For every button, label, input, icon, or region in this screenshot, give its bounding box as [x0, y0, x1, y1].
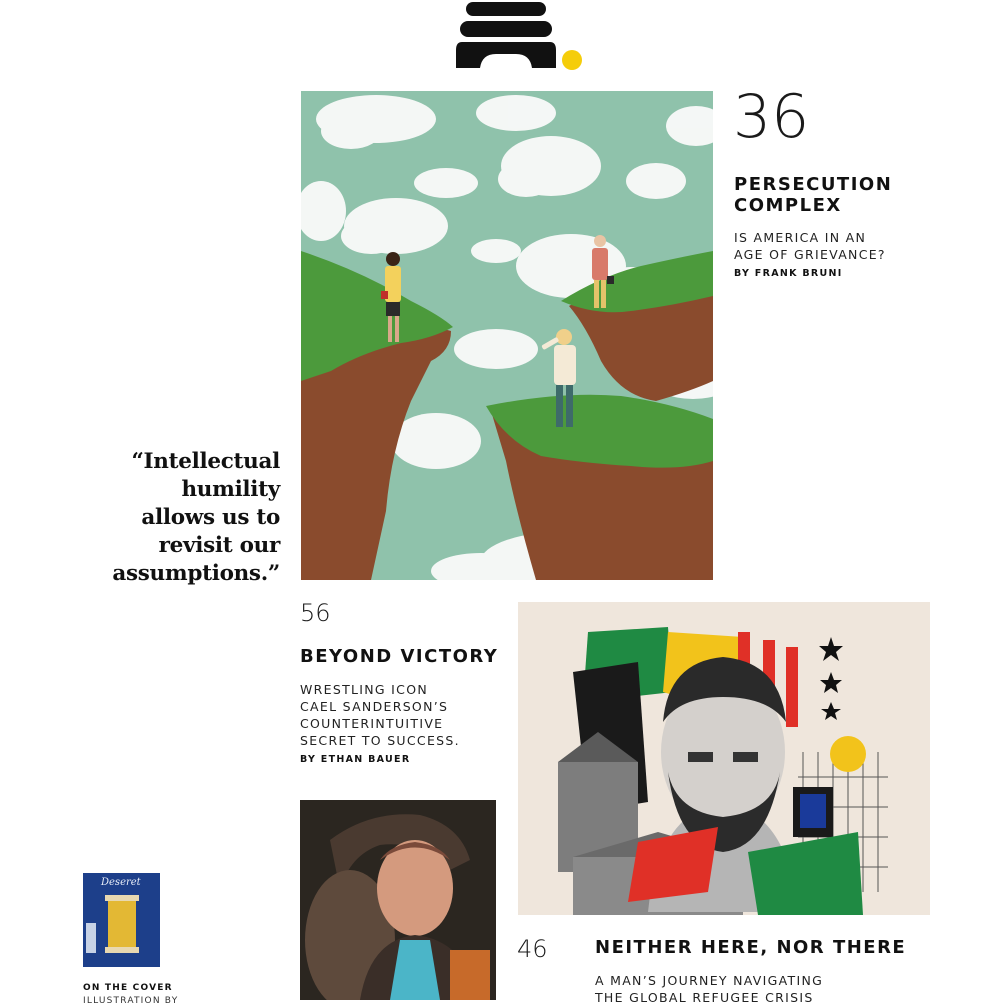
- quote-line: assumptions.”: [112, 561, 280, 586]
- cover-illustration-credit: ILLUSTRATION BY: [83, 996, 179, 1006]
- dek-line: SECRET TO SUCCESS.: [300, 733, 460, 748]
- article-dek-neither-here-nor-there: [595, 972, 823, 1006]
- byline-ethan-bauer: BY ETHAN BAUER: [300, 754, 411, 765]
- cover-magazine-name: Deseret: [101, 877, 141, 888]
- dek-line: A MAN’S JOURNEY NAVIGATING: [595, 973, 824, 988]
- page-number-36: 36: [733, 82, 810, 152]
- article-title-beyond-victory[interactable]: BEYOND VICTORY: [300, 646, 499, 667]
- page-number-46: 46: [517, 935, 548, 963]
- article-dek-beyond-victory: [300, 681, 460, 749]
- dek-line: COUNTERINTUITIVE: [300, 716, 444, 731]
- thread-spool-icon: [83, 873, 160, 967]
- dek-line: WRESTLING ICON: [300, 682, 428, 697]
- article-title-neither-here-nor-there[interactable]: NEITHER HERE, NOR THERE: [595, 937, 907, 958]
- wrestler-portrait-illustration[interactable]: [300, 800, 496, 1000]
- quote-line: allows us to: [141, 505, 280, 530]
- cover-thumbnail[interactable]: [83, 873, 160, 967]
- byline-frank-bruni: BY FRANK BRUNI: [734, 268, 843, 279]
- title-line: PERSECUTION: [734, 174, 893, 195]
- article-dek-persecution-complex: [734, 229, 886, 263]
- on-the-cover-label: ON THE COVER: [83, 983, 173, 993]
- refugee-collage-illustration[interactable]: [518, 602, 930, 915]
- quote-line: humility: [181, 477, 280, 502]
- cliffs-and-clouds-illustration[interactable]: [301, 91, 713, 580]
- title-line: COMPLEX: [734, 195, 842, 216]
- page-number-56: 56: [300, 599, 331, 627]
- beehive-logo-icon[interactable]: [454, 0, 584, 74]
- dek-line: IS AMERICA IN AN: [734, 230, 867, 245]
- article-title-persecution-complex[interactable]: [734, 174, 892, 216]
- dek-line: AGE OF GRIEVANCE?: [734, 247, 886, 262]
- quote-line: “Intellectual: [131, 449, 280, 474]
- dek-line: THE GLOBAL REFUGEE CRISIS: [595, 990, 814, 1005]
- dek-line: CAEL SANDERSON’S: [300, 699, 449, 714]
- quote-line: revisit our: [158, 533, 280, 558]
- pull-quote: [90, 448, 280, 588]
